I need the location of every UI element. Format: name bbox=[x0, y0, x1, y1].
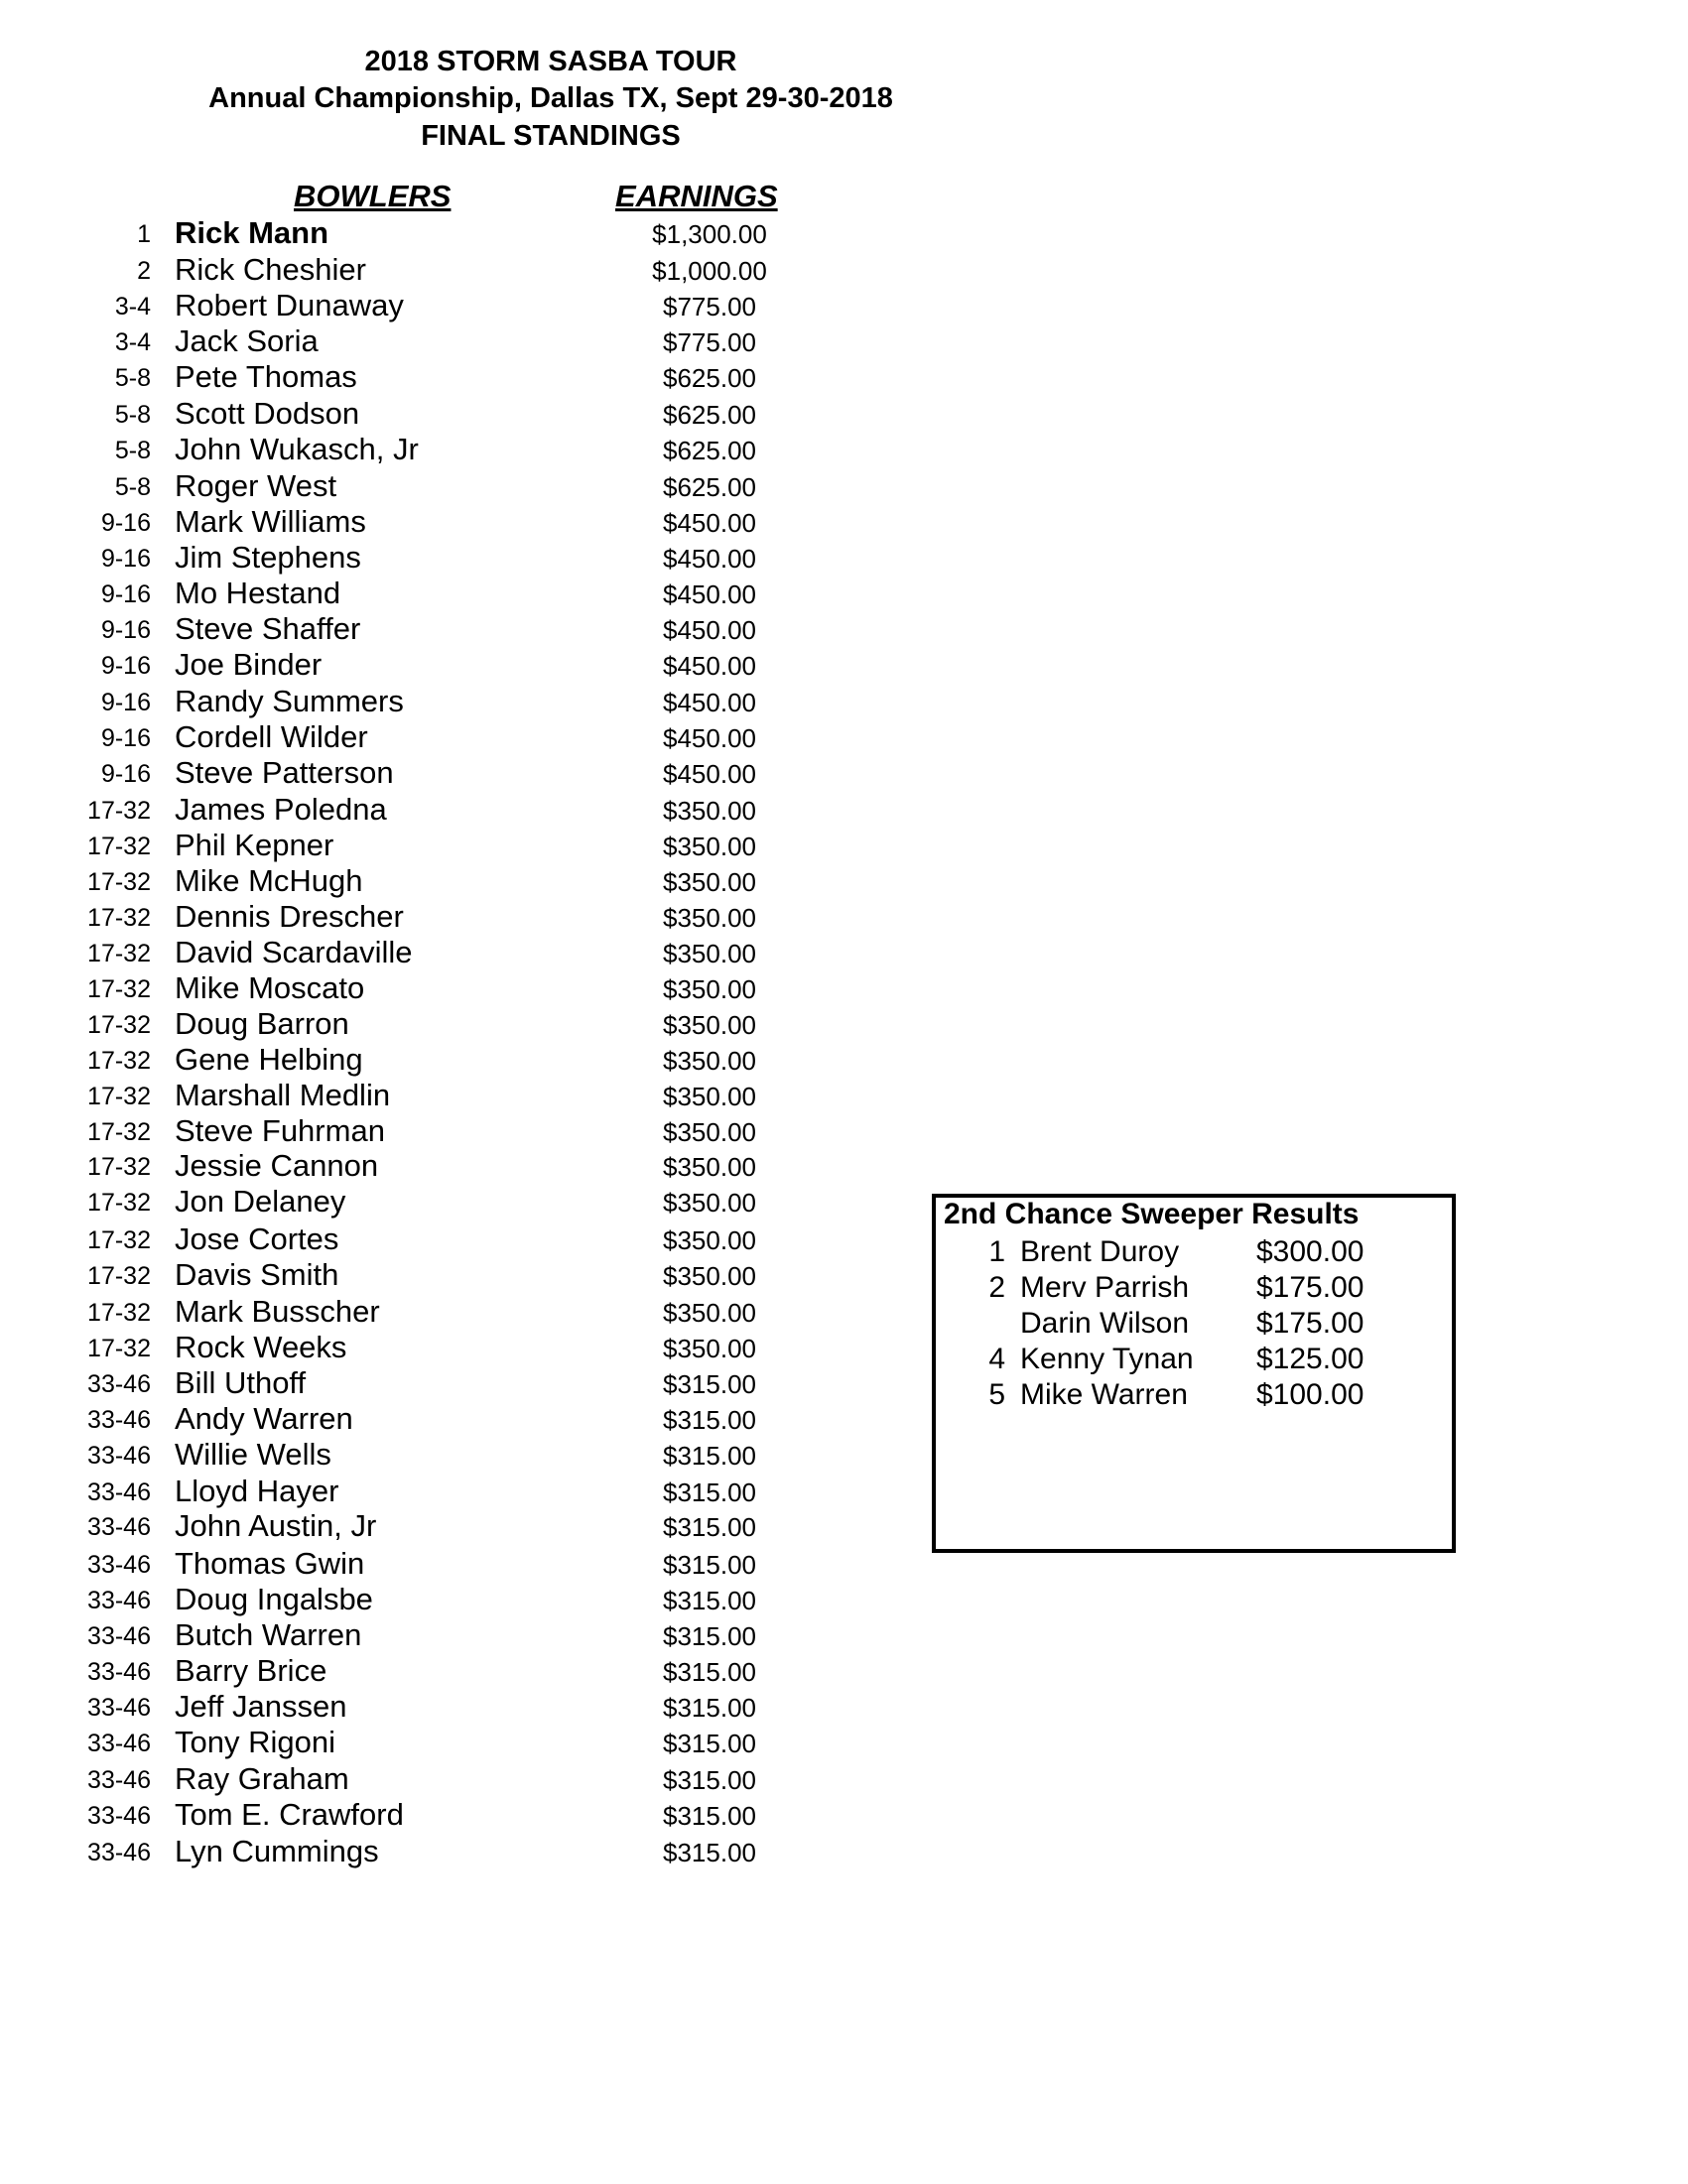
bowler-name-cell: Dennis Drescher bbox=[175, 899, 404, 934]
table-row bbox=[0, 1689, 814, 1725]
table-row bbox=[0, 1257, 814, 1293]
rank-cell: 33-46 bbox=[87, 1802, 151, 1830]
bowler-name-cell: Mark Williams bbox=[175, 504, 366, 539]
column-header-bowlers: BOWLERS bbox=[294, 179, 452, 213]
sweeper-place: 2 bbox=[988, 1271, 1005, 1304]
table-row bbox=[0, 1653, 814, 1689]
sweeper-row bbox=[936, 1378, 1452, 1414]
earnings-cell: $315.00 bbox=[663, 1657, 756, 1687]
table-row bbox=[0, 792, 814, 828]
rank-cell: 17-32 bbox=[87, 1262, 151, 1290]
rank-cell: 33-46 bbox=[87, 1839, 151, 1866]
bowler-name-cell: Rick Cheshier bbox=[175, 252, 366, 287]
table-row bbox=[0, 1042, 814, 1078]
bowler-name-cell: Barry Brice bbox=[175, 1653, 327, 1688]
bowler-name-cell: Butch Warren bbox=[175, 1617, 362, 1652]
rank-cell: 33-46 bbox=[87, 1766, 151, 1794]
bowler-name-cell: Steve Fuhrman bbox=[175, 1113, 385, 1148]
bowler-name-cell: Cordell Wilder bbox=[175, 719, 368, 754]
table-row bbox=[0, 396, 814, 432]
earnings-cell: $350.00 bbox=[663, 1010, 756, 1040]
rank-cell: 3-4 bbox=[114, 293, 151, 321]
page-title: 2018 STORM SASBA TOUR bbox=[364, 46, 737, 77]
earnings-cell: $350.00 bbox=[663, 1046, 756, 1076]
earnings-cell: $350.00 bbox=[663, 974, 756, 1004]
table-row bbox=[0, 935, 814, 970]
earnings-cell: $450.00 bbox=[663, 508, 756, 538]
rank-cell: 33-46 bbox=[87, 1406, 151, 1434]
table-row bbox=[0, 323, 814, 359]
sweeper-row bbox=[936, 1271, 1452, 1307]
table-row bbox=[0, 252, 814, 288]
earnings-cell: $350.00 bbox=[663, 796, 756, 826]
earnings-cell: $350.00 bbox=[663, 1225, 756, 1255]
table-row bbox=[0, 1401, 814, 1437]
table-row bbox=[0, 1797, 814, 1833]
table-row bbox=[0, 1330, 814, 1365]
rank-cell: 17-32 bbox=[87, 797, 151, 825]
sweeper-name: Merv Parrish bbox=[1020, 1271, 1190, 1304]
rank-cell: 33-46 bbox=[87, 1442, 151, 1470]
earnings-cell: $450.00 bbox=[663, 723, 756, 753]
earnings-cell: $625.00 bbox=[663, 436, 756, 465]
bowler-name-cell: Mike Moscato bbox=[175, 970, 365, 1005]
earnings-cell: $450.00 bbox=[663, 651, 756, 681]
bowler-name-cell: Willie Wells bbox=[175, 1437, 331, 1472]
bowler-name-cell: Randy Summers bbox=[175, 684, 404, 718]
rank-cell: 17-32 bbox=[87, 1299, 151, 1327]
column-header-earnings: EARNINGS bbox=[615, 179, 778, 213]
rank-cell: 17-32 bbox=[87, 1047, 151, 1075]
rank-cell: 17-32 bbox=[87, 1083, 151, 1110]
earnings-cell: $350.00 bbox=[663, 903, 756, 933]
earnings-cell: $315.00 bbox=[663, 1729, 756, 1758]
table-row bbox=[0, 1474, 814, 1509]
rank-cell: 17-32 bbox=[87, 833, 151, 860]
earnings-cell: $450.00 bbox=[663, 615, 756, 645]
table-row bbox=[0, 1834, 814, 1869]
bowler-name-cell: Marshall Medlin bbox=[175, 1078, 391, 1112]
earnings-cell: $450.00 bbox=[663, 544, 756, 574]
bowler-name-cell: Jessie Cannon bbox=[175, 1148, 379, 1183]
bowler-name-cell: Phil Kepner bbox=[175, 828, 334, 862]
rank-cell: 3-4 bbox=[114, 328, 151, 356]
earnings-cell: $350.00 bbox=[663, 1082, 756, 1111]
sweeper-earnings: $300.00 bbox=[1256, 1235, 1364, 1268]
rank-cell: 17-32 bbox=[87, 904, 151, 932]
table-row bbox=[0, 1437, 814, 1473]
bowler-name-cell: Mo Hestand bbox=[175, 576, 341, 610]
bowler-name-cell: Jack Soria bbox=[175, 323, 319, 358]
table-row bbox=[0, 432, 814, 467]
earnings-cell: $350.00 bbox=[663, 867, 756, 897]
earnings-cell: $350.00 bbox=[663, 1334, 756, 1363]
bowler-name-cell: Tony Rigoni bbox=[175, 1725, 335, 1759]
table-row bbox=[0, 1006, 814, 1042]
rank-cell: 33-46 bbox=[87, 1551, 151, 1579]
rank-cell: 33-46 bbox=[87, 1513, 151, 1541]
rank-cell: 17-32 bbox=[87, 1118, 151, 1146]
sweeper-title: 2nd Chance Sweeper Results bbox=[944, 1198, 1360, 1230]
sweeper-name: Mike Warren bbox=[1020, 1378, 1188, 1411]
table-row bbox=[0, 755, 814, 791]
bowler-name-cell: Doug Ingalsbe bbox=[175, 1582, 373, 1616]
bowler-name-cell: Doug Barron bbox=[175, 1006, 349, 1041]
rank-cell: 9-16 bbox=[100, 689, 151, 716]
table-row bbox=[0, 288, 814, 323]
table-row bbox=[0, 1365, 814, 1401]
rank-cell: 2 bbox=[137, 257, 151, 285]
rank-cell: 17-32 bbox=[87, 975, 151, 1003]
earnings-cell: $775.00 bbox=[663, 327, 756, 357]
rank-cell: 5-8 bbox=[114, 364, 151, 392]
table-row bbox=[0, 1294, 814, 1330]
rank-cell: 9-16 bbox=[100, 509, 151, 537]
table-row bbox=[0, 1546, 814, 1582]
earnings-cell: $315.00 bbox=[663, 1441, 756, 1471]
earnings-cell: $315.00 bbox=[663, 1405, 756, 1435]
bowler-name-cell: Bill Uthoff bbox=[175, 1365, 307, 1400]
sweeper-place: 1 bbox=[988, 1235, 1005, 1268]
earnings-cell: $315.00 bbox=[663, 1477, 756, 1507]
rank-cell: 17-32 bbox=[87, 1011, 151, 1039]
table-row bbox=[0, 1184, 814, 1220]
table-row bbox=[0, 504, 814, 540]
bowler-name-cell: Robert Dunaway bbox=[175, 288, 404, 322]
bowler-name-cell: Tom E. Crawford bbox=[175, 1797, 404, 1832]
table-row bbox=[0, 863, 814, 899]
earnings-cell: $350.00 bbox=[663, 1298, 756, 1328]
bowler-name-cell: Ray Graham bbox=[175, 1761, 349, 1796]
sweeper-name: Darin Wilson bbox=[1020, 1307, 1190, 1340]
rank-cell: 33-46 bbox=[87, 1478, 151, 1506]
bowler-name-cell: Lyn Cummings bbox=[175, 1834, 379, 1868]
sweeper-earnings: $175.00 bbox=[1256, 1307, 1364, 1340]
bowler-name-cell: David Scardaville bbox=[175, 935, 413, 969]
rank-cell: 5-8 bbox=[114, 401, 151, 429]
standings-heading: FINAL STANDINGS bbox=[421, 120, 681, 152]
earnings-cell: $450.00 bbox=[663, 688, 756, 717]
table-row bbox=[0, 1078, 814, 1113]
rank-cell: 9-16 bbox=[100, 760, 151, 788]
earnings-cell: $1,000.00 bbox=[652, 256, 767, 286]
table-row bbox=[0, 1508, 814, 1544]
rank-cell: 9-16 bbox=[100, 616, 151, 644]
sweeper-place: 4 bbox=[988, 1343, 1005, 1375]
sweeper-name: Kenny Tynan bbox=[1020, 1343, 1194, 1375]
earnings-cell: $350.00 bbox=[663, 1188, 756, 1218]
bowler-name-cell: Rick Mann bbox=[175, 215, 329, 250]
table-row bbox=[0, 1761, 814, 1797]
earnings-cell: $350.00 bbox=[663, 832, 756, 861]
bowler-name-cell: Jose Cortes bbox=[175, 1221, 339, 1256]
earnings-cell: $315.00 bbox=[663, 1621, 756, 1651]
table-row bbox=[0, 899, 814, 935]
rank-cell: 33-46 bbox=[87, 1730, 151, 1757]
table-row bbox=[0, 684, 814, 719]
bowler-name-cell: Jon Delaney bbox=[175, 1184, 346, 1219]
bowler-name-cell: Thomas Gwin bbox=[175, 1546, 365, 1581]
rank-cell: 17-32 bbox=[87, 868, 151, 896]
sweeper-name: Brent Duroy bbox=[1020, 1235, 1180, 1268]
rank-cell: 17-32 bbox=[87, 1335, 151, 1362]
bowler-name-cell: Gene Helbing bbox=[175, 1042, 363, 1077]
bowler-name-cell: Davis Smith bbox=[175, 1257, 339, 1292]
bowler-name-cell: Rock Weeks bbox=[175, 1330, 347, 1364]
rank-cell: 17-32 bbox=[87, 1153, 151, 1181]
table-row bbox=[0, 359, 814, 395]
rank-cell: 9-16 bbox=[100, 545, 151, 573]
rank-cell: 33-46 bbox=[87, 1658, 151, 1686]
rank-cell: 9-16 bbox=[100, 652, 151, 680]
earnings-cell: $315.00 bbox=[663, 1550, 756, 1580]
rank-cell: 17-32 bbox=[87, 940, 151, 967]
table-row bbox=[0, 576, 814, 611]
table-row bbox=[0, 540, 814, 576]
bowler-name-cell: Pete Thomas bbox=[175, 359, 357, 394]
table-row bbox=[0, 719, 814, 755]
rank-cell: 5-8 bbox=[114, 437, 151, 464]
bowler-name-cell: Andy Warren bbox=[175, 1401, 353, 1436]
sweeper-place: 5 bbox=[988, 1378, 1005, 1411]
earnings-cell: $315.00 bbox=[663, 1369, 756, 1399]
table-row bbox=[0, 1113, 814, 1149]
bowler-name-cell: Steve Shaffer bbox=[175, 611, 361, 646]
rank-cell: 17-32 bbox=[87, 1226, 151, 1254]
earnings-cell: $315.00 bbox=[663, 1765, 756, 1795]
sweeper-row bbox=[936, 1307, 1452, 1343]
earnings-cell: $350.00 bbox=[663, 1117, 756, 1147]
table-row bbox=[0, 1148, 814, 1184]
earnings-cell: $775.00 bbox=[663, 292, 756, 321]
table-row bbox=[0, 970, 814, 1006]
rank-cell: 17-32 bbox=[87, 1189, 151, 1217]
table-row bbox=[0, 215, 814, 251]
sweeper-earnings: $100.00 bbox=[1256, 1378, 1364, 1411]
bowler-name-cell: James Poledna bbox=[175, 792, 387, 827]
sweeper-earnings: $175.00 bbox=[1256, 1271, 1364, 1304]
sweeper-row bbox=[936, 1235, 1452, 1271]
earnings-cell: $350.00 bbox=[663, 1261, 756, 1291]
earnings-cell: $450.00 bbox=[663, 579, 756, 609]
bowler-name-cell: Jim Stephens bbox=[175, 540, 361, 575]
table-row bbox=[0, 647, 814, 683]
bowler-name-cell: John Wukasch, Jr bbox=[175, 432, 419, 466]
bowler-name-cell: Steve Patterson bbox=[175, 755, 394, 790]
rank-cell: 5-8 bbox=[114, 473, 151, 501]
rank-cell: 33-46 bbox=[87, 1370, 151, 1398]
rank-cell: 33-46 bbox=[87, 1587, 151, 1614]
earnings-cell: $315.00 bbox=[663, 1801, 756, 1831]
rank-cell: 9-16 bbox=[100, 580, 151, 608]
bowler-name-cell: Scott Dodson bbox=[175, 396, 360, 431]
table-row bbox=[0, 1582, 814, 1617]
earnings-cell: $350.00 bbox=[663, 1152, 756, 1182]
rank-cell: 9-16 bbox=[100, 724, 151, 752]
bowler-name-cell: Jeff Janssen bbox=[175, 1689, 347, 1724]
earnings-cell: $625.00 bbox=[663, 472, 756, 502]
bowler-name-cell: Joe Binder bbox=[175, 647, 323, 682]
earnings-cell: $450.00 bbox=[663, 759, 756, 789]
rank-cell: 1 bbox=[137, 220, 151, 248]
rank-cell: 33-46 bbox=[87, 1622, 151, 1650]
table-row bbox=[0, 1617, 814, 1653]
table-row bbox=[0, 611, 814, 647]
table-row bbox=[0, 1725, 814, 1760]
earnings-cell: $1,300.00 bbox=[652, 219, 767, 249]
bowler-name-cell: Lloyd Hayer bbox=[175, 1474, 339, 1508]
earnings-cell: $350.00 bbox=[663, 939, 756, 968]
event-subtitle: Annual Championship, Dallas TX, Sept 29-30-2018 bbox=[208, 82, 893, 114]
sweeper-earnings: $125.00 bbox=[1256, 1343, 1364, 1375]
earnings-cell: $625.00 bbox=[663, 363, 756, 393]
table-row bbox=[0, 468, 814, 504]
earnings-cell: $315.00 bbox=[663, 1512, 756, 1542]
sweeper-row bbox=[936, 1343, 1452, 1378]
rank-cell: 33-46 bbox=[87, 1694, 151, 1722]
sweeper-results-box bbox=[932, 1194, 1456, 1553]
earnings-cell: $625.00 bbox=[663, 400, 756, 430]
bowler-name-cell: Mike McHugh bbox=[175, 863, 363, 898]
earnings-cell: $315.00 bbox=[663, 1586, 756, 1615]
table-row bbox=[0, 828, 814, 863]
bowler-name-cell: Roger West bbox=[175, 468, 337, 503]
bowler-name-cell: Mark Busscher bbox=[175, 1294, 380, 1329]
earnings-cell: $315.00 bbox=[663, 1693, 756, 1723]
bowler-name-cell: John Austin, Jr bbox=[175, 1508, 377, 1543]
table-row bbox=[0, 1221, 814, 1257]
earnings-cell: $315.00 bbox=[663, 1838, 756, 1867]
